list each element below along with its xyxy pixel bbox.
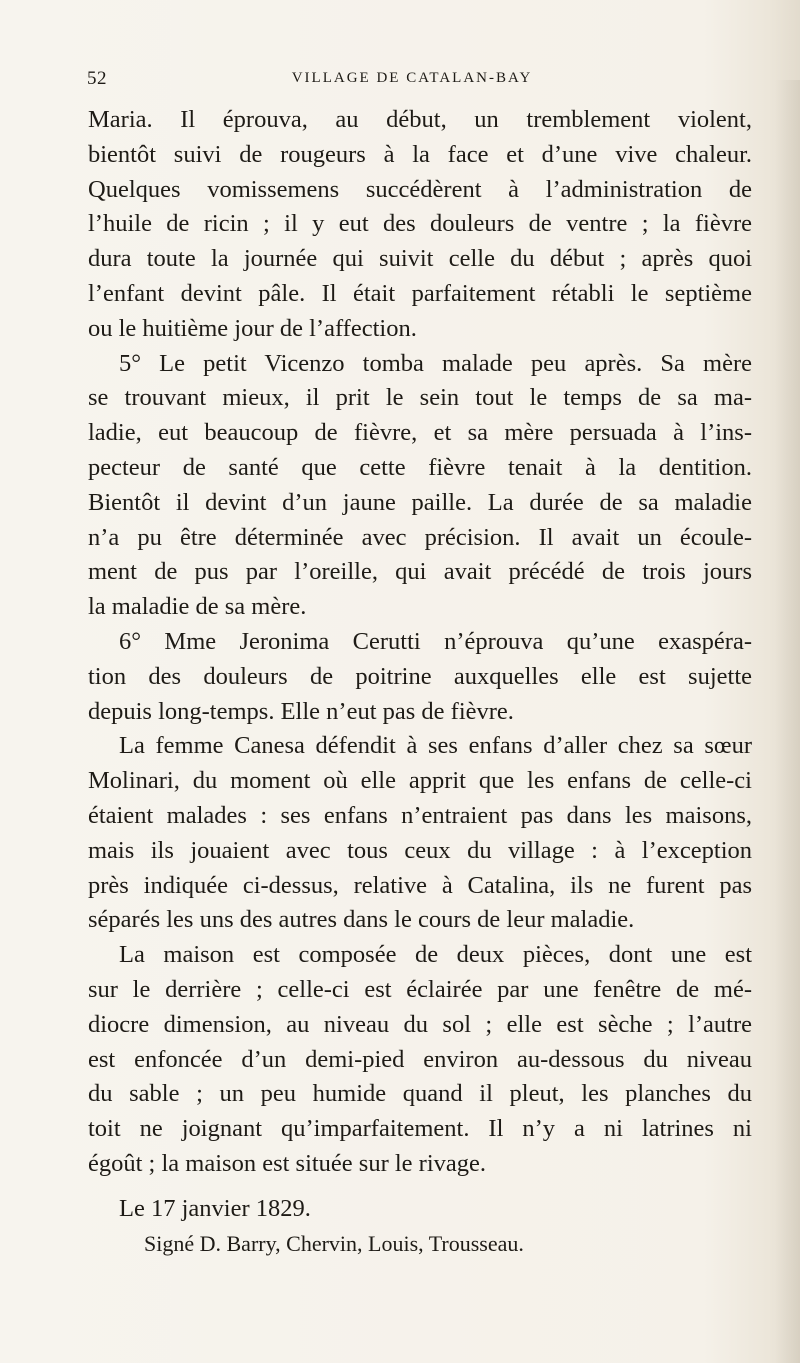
page-header (87, 68, 737, 98)
text-line: toit ne joignant qu’imparfaitement. Il n’y a ni latrines ni (88, 1115, 752, 1143)
text-line: Quelques vomissemens succédèrent à l’administration de (88, 175, 752, 203)
text-line: mais ils jouaient avec tous ceux du village : à l’exception (88, 836, 752, 864)
text-line: Maria. Il éprouva, au début, un tremblement violent, (88, 106, 752, 133)
body-text (88, 103, 752, 1261)
text-line: ou le huitième jour de l’affection. (88, 314, 417, 342)
text-line: du sable ; un peu humide quand il pleut, les planches du (88, 1080, 752, 1108)
page-number: 52 (87, 68, 107, 89)
text-line: égoût ; la maison est située sur le rivage. (88, 1149, 487, 1177)
text-line: Bientôt il devint d’un jaune paille. La durée de sa maladie (88, 488, 752, 516)
text-line: l’enfant devint pâle. Il était parfaitement rétabli le septième (88, 279, 752, 307)
text-line: séparés les uns des autres dans le cours de leur maladie. (88, 906, 635, 934)
page-edge-shadow (775, 80, 800, 1363)
running-head: VILLAGE DE CATALAN-BAY (291, 70, 533, 86)
text-line: ment de pus par l’oreille, qui avait précédé de trois jours (88, 558, 752, 586)
date-line: Le 17 janvier 1829. (119, 1194, 311, 1222)
text-line: tion des douleurs de poitrine auxquelles elle est sujette (88, 662, 752, 690)
text-line: 5° Le petit Vicenzo tomba malade peu après. Sa mère (119, 349, 752, 377)
text-line: bientôt suivi de rougeurs à la face et d’une vive chaleur. (88, 140, 752, 168)
text-line: La maison est composée de deux pièces, dont une est (119, 941, 752, 969)
text-line: près indiquée ci-dessus, relative à Catalina, ils ne furent pas (88, 871, 752, 899)
text-line: est enfoncée d’un demi-pied environ au-dessous du niveau (88, 1045, 752, 1073)
text-line: se trouvant mieux, il prit le sein tout le temps de sa ma- (88, 384, 752, 412)
text-line: la maladie de sa mère. (88, 593, 307, 621)
text-line: 6° Mme Jeronima Cerutti n’éprouva qu’une exaspéra- (119, 627, 752, 655)
text-line: dura toute la journée qui suivit celle du début ; après quoi (88, 245, 752, 273)
text-line: La femme Canesa défendit à ses enfans d’aller chez sa sœur (119, 732, 752, 760)
text-line: diocre dimension, au niveau du sol ; elle est sèche ; l’autre (88, 1010, 752, 1038)
text-line: n’a pu être déterminée avec précision. Il avait un écoule- (88, 523, 752, 551)
text-line: Molinari, du moment où elle apprit que les enfans de celle-ci (88, 767, 752, 795)
text-line: ladie, eut beaucoup de fièvre, et sa mère persuada à l’ins- (88, 419, 752, 447)
text-line: pecteur de santé que cette fièvre tenait à la dentition. (88, 453, 752, 481)
text-line: depuis long-temps. Elle n’eut pas de fièvre. (88, 697, 514, 725)
text-line: sur le derrière ; celle-ci est éclairée par une fenêtre de mé- (88, 975, 752, 1003)
text-line: l’huile de ricin ; il y eut des douleurs de ventre ; la fièvre (88, 210, 752, 238)
text-line: étaient malades : ses enfans n’entraient pas dans les maisons, (88, 801, 752, 829)
signature-line: Signé D. Barry, Chervin, Louis, Trousseau. (144, 1230, 524, 1256)
